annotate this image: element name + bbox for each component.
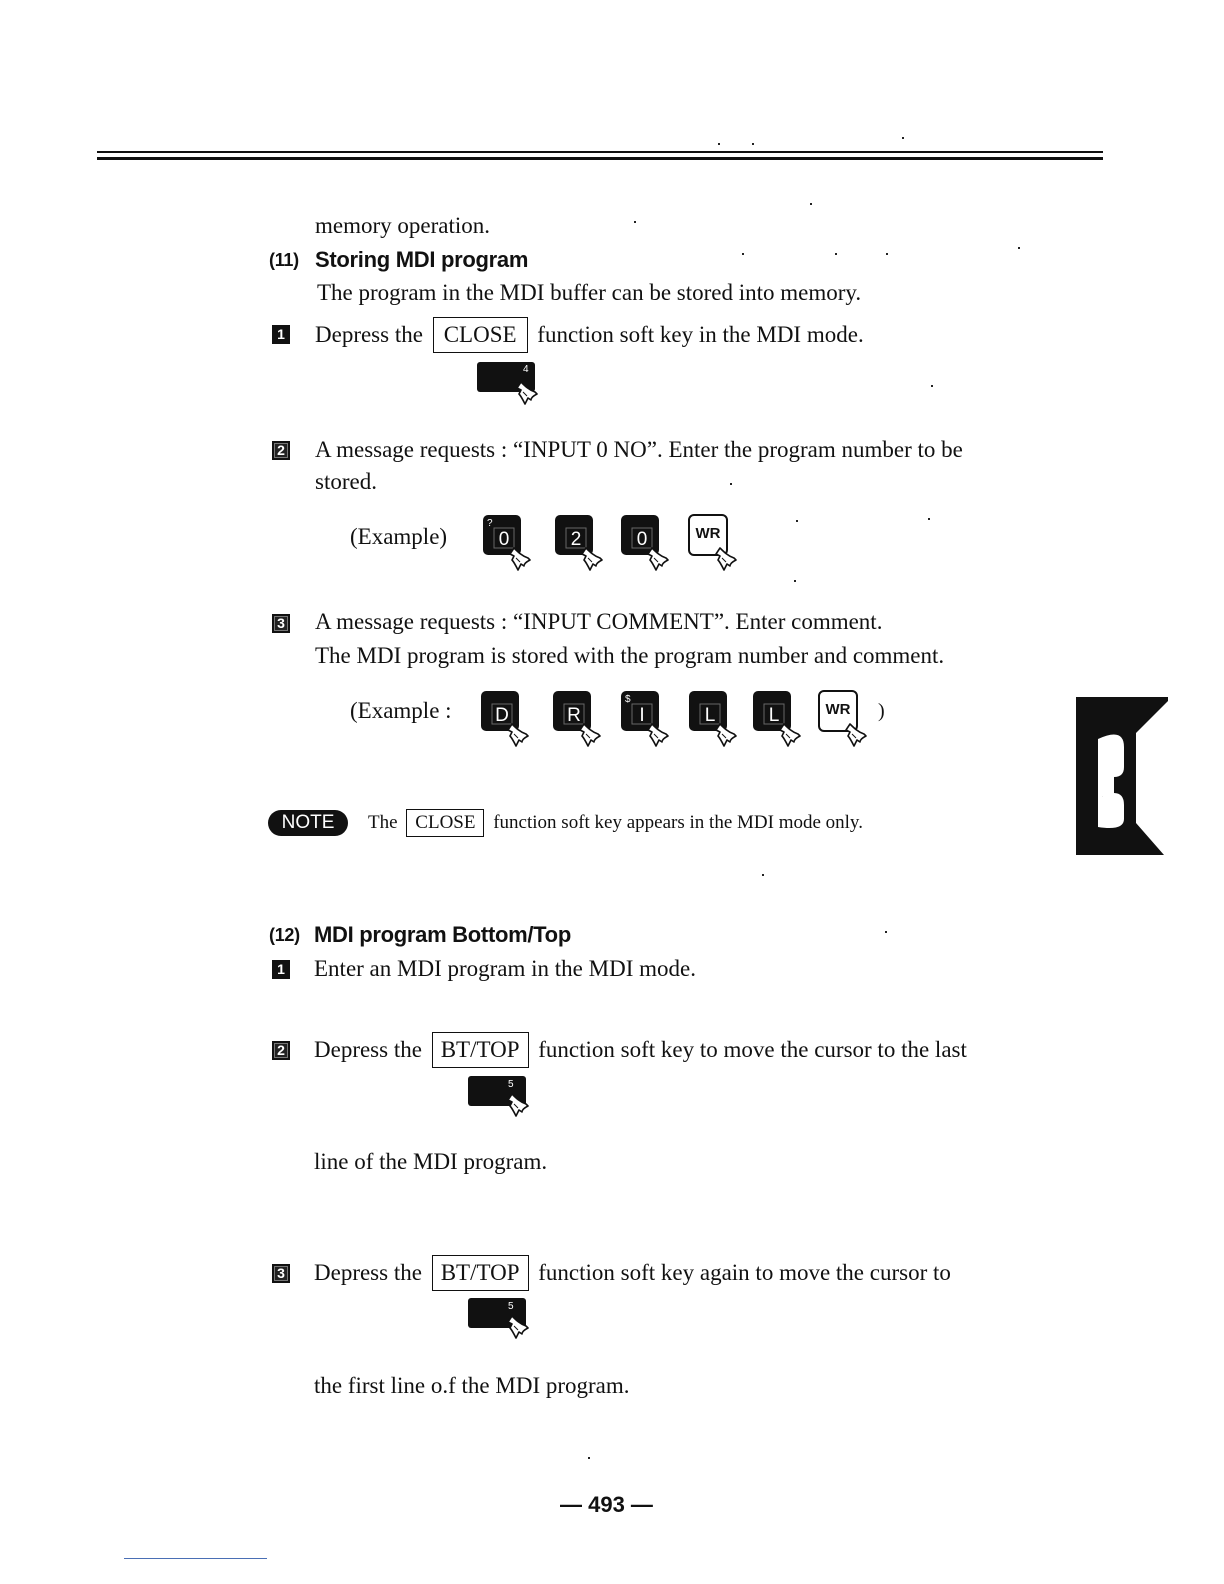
key-label: L <box>704 705 716 726</box>
step-marker: 3 <box>272 614 290 633</box>
svg-text:5: 5 <box>508 1079 514 1090</box>
step-12-2-continuation: line of the MDI program. <box>314 1149 548 1174</box>
keypad-key-l[interactable] <box>752 690 822 764</box>
step-marker: 2 <box>272 1041 290 1060</box>
soft-key-5-icon[interactable] <box>468 1072 548 1128</box>
svg-text:E: E <box>1102 797 1103 798</box>
note-text <box>368 806 863 840</box>
scan-speck <box>902 137 904 139</box>
bottom-link-underline <box>124 1558 267 1559</box>
keypad-key-2[interactable] <box>554 514 624 588</box>
chapter-tab <box>1076 697 1168 861</box>
scan-speck <box>634 221 636 223</box>
scan-speck <box>886 253 888 255</box>
keypad-key-0[interactable] <box>482 514 552 588</box>
soft-key-5-icon[interactable] <box>468 1294 548 1350</box>
step-11-3-line1: A message requests : “INPUT COMMENT”. Enter comment. <box>315 609 883 634</box>
section-12-title: MDI program Bottom/Top <box>314 922 571 947</box>
step-text: Depress the <box>314 1260 422 1285</box>
section-12-number: (12) <box>269 925 300 945</box>
key-label: 2 <box>570 529 582 550</box>
step-12-2-line <box>314 1033 967 1070</box>
step-12-3-line <box>314 1256 951 1293</box>
scan-speck <box>730 483 732 485</box>
scan-speck <box>742 253 744 255</box>
keypad-key-0[interactable] <box>620 514 690 588</box>
section-11-description: The program in the MDI buffer can be stored into memory. <box>317 280 862 305</box>
keypad-key-r[interactable] <box>552 690 622 764</box>
step-marker: 1 <box>272 960 290 979</box>
step-12-1-text: Enter an MDI program in the MDI mode. <box>314 956 696 981</box>
scan-speck <box>835 253 837 255</box>
note-badge: NOTE <box>268 810 348 836</box>
keypad-key-wr[interactable] <box>818 690 888 764</box>
header-rule-bottom <box>97 157 1103 160</box>
scan-speck <box>931 385 933 387</box>
close-soft-key-label[interactable]: CLOSE <box>433 317 528 353</box>
step-text: function soft key in the MDI mode. <box>537 322 864 347</box>
key-label: R <box>567 705 581 726</box>
page-number: — 493 — <box>560 1492 653 1517</box>
step-11-1-line <box>315 318 864 355</box>
key-label: D <box>495 705 509 726</box>
scan-speck <box>762 874 764 876</box>
step-11-2-line1: A message requests : “INPUT 0 NO”. Enter the program number to be <box>315 437 963 462</box>
section-11-number: (11) <box>269 250 299 270</box>
keypad-key-i[interactable] <box>620 690 690 764</box>
key-sup-label: ? <box>487 518 493 529</box>
intro-line: memory operation. <box>315 213 491 238</box>
key-label: 0 <box>636 529 648 550</box>
key-label: L <box>768 705 780 726</box>
keypad-key-d[interactable] <box>480 690 550 764</box>
key-label: WR <box>825 701 851 718</box>
scan-speck <box>752 143 754 145</box>
scan-speck <box>588 1457 590 1459</box>
bt-top-soft-key-label[interactable]: BT/TOP <box>432 1032 529 1068</box>
step-11-2-line2: stored. <box>315 469 377 494</box>
header-rule-top <box>97 151 1103 153</box>
svg-text:4: 4 <box>523 364 529 375</box>
close-soft-key-label[interactable]: CLOSE <box>406 809 484 837</box>
example-label: (Example : <box>350 698 452 723</box>
step-text: Depress the <box>314 1037 422 1062</box>
scan-speck <box>794 580 796 582</box>
scan-speck <box>1018 247 1020 249</box>
svg-text:5: 5 <box>508 1301 514 1312</box>
bt-top-soft-key-label[interactable]: BT/TOP <box>432 1255 529 1291</box>
step-11-3-line2: The MDI program is stored with the program number and comment. <box>315 643 945 668</box>
scan-speck <box>885 931 887 933</box>
scan-speck <box>810 203 812 205</box>
key-label: I <box>639 705 645 726</box>
soft-key-4-icon[interactable] <box>477 360 557 416</box>
scan-speck <box>796 520 798 522</box>
key-label: WR <box>695 525 721 542</box>
step-marker: 1 <box>272 325 290 344</box>
keypad-key-l[interactable] <box>688 690 758 764</box>
note-pre: The <box>368 812 398 833</box>
key-label: 0 <box>498 529 510 550</box>
example-label: (Example) <box>350 524 448 549</box>
step-text: function soft key again to move the cursor to <box>538 1260 951 1285</box>
note-post: function soft key appears in the MDI mode only. <box>493 812 863 833</box>
keypad-key-wr[interactable] <box>688 514 758 588</box>
scan-speck <box>928 518 930 520</box>
example-close-paren: ) <box>878 700 885 722</box>
step-marker: 2 <box>272 441 290 460</box>
key-sup-label: $ <box>625 694 631 705</box>
step-marker: 3 <box>272 1264 290 1283</box>
section-11-title: Storing MDI program <box>315 247 529 272</box>
step-12-3-continuation: the first line o.f the MDI program. <box>314 1373 630 1398</box>
step-text: Depress the <box>315 322 423 347</box>
scan-speck <box>718 143 720 145</box>
step-text: function soft key to move the cursor to the last <box>538 1037 967 1062</box>
